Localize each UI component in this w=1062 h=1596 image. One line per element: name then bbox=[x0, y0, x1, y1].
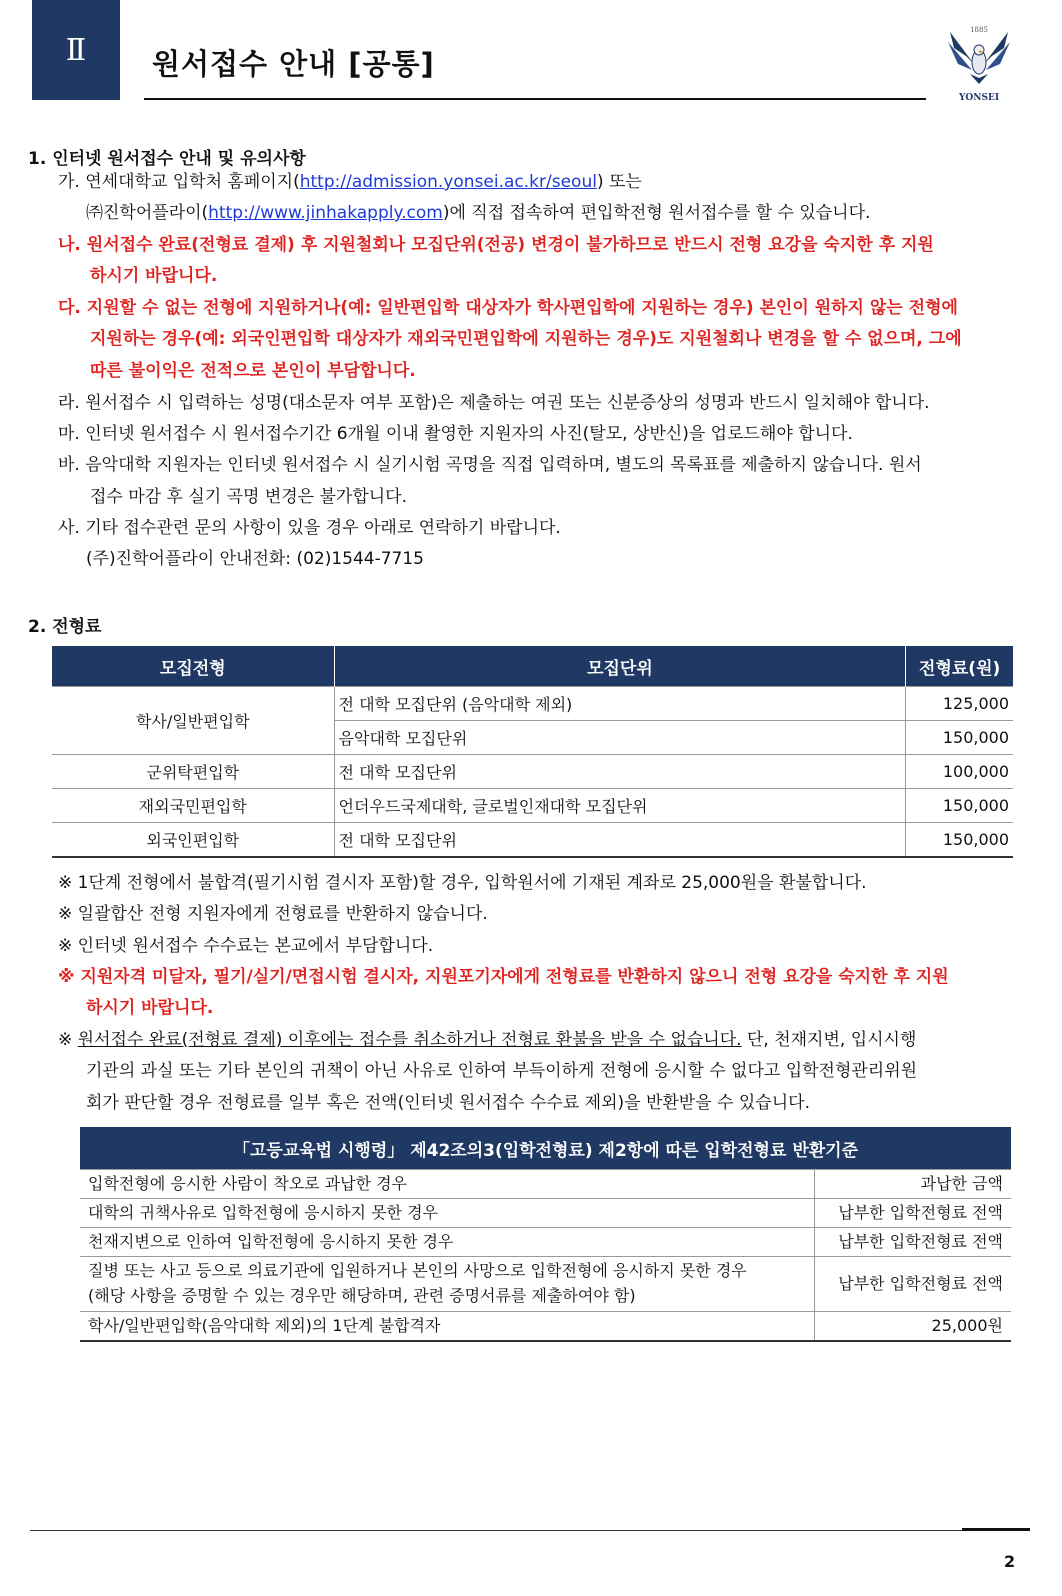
item-na-line2: 하시기 바랍니다. bbox=[90, 266, 218, 286]
item-ra: 라. 원서접수 시 입력하는 성명(대소문자 여부 포함)은 제출하는 여권 또는 신분증상의 성명과 반드시 일치해야 합니다. bbox=[58, 393, 930, 413]
chapter-number: Ⅱ bbox=[65, 32, 87, 68]
refund-amount: 납부한 입학전형료 전액 bbox=[815, 1228, 1012, 1257]
table-row bbox=[52, 687, 1013, 721]
cell-unit: 전 대학 모집단위 bbox=[334, 823, 906, 858]
table-row bbox=[80, 1312, 1011, 1342]
item-ga2-suffix: )에 직접 접속하여 편입학전형 원서접수를 할 수 있습니다. bbox=[442, 203, 871, 223]
item-ga-suffix: ) 또는 bbox=[596, 172, 642, 192]
refund-criteria-table bbox=[80, 1127, 1011, 1342]
refund-condition: 학사/일반편입학(음악대학 제외)의 1단계 불합격자 bbox=[80, 1312, 815, 1342]
note-2: ※ 일괄합산 전형 지원자에게 전형료를 반환하지 않습니다. bbox=[58, 904, 488, 924]
refund-condition bbox=[80, 1257, 815, 1312]
cell-fee: 125,000 bbox=[906, 687, 1013, 721]
table-row bbox=[52, 823, 1013, 858]
item-ba-line2: 접수 마감 후 실기 곡명 변경은 불가합니다. bbox=[90, 487, 408, 507]
item-ba-line1: 바. 음악대학 지원자는 인터넷 원서접수 시 실기시험 곡명을 직접 입력하며, 별도의 목록표를 제출하지 않습니다. 원서 bbox=[58, 455, 922, 475]
cell-type: 군위탁편입학 bbox=[52, 755, 334, 789]
item-na-line1: 나. 원서접수 완료(전형료 결제) 후 지원철회나 모집단위(전공) 변경이 불가하므로 반드시 전형 요강을 숙지한 후 지원 bbox=[58, 235, 934, 255]
admission-homepage-link[interactable]: http://admission.yonsei.ac.kr/seoul bbox=[299, 172, 597, 192]
refund-condition: 대학의 귀책사유로 입학전형에 응시하지 못한 경우 bbox=[80, 1199, 815, 1228]
refund-condition: 천재지변으로 인하여 입학전형에 응시하지 못한 경우 bbox=[80, 1228, 815, 1257]
refund-condition-line2: (해당 사항을 증명할 수 있는 경우만 해당하며, 관련 증명서류를 제출하여야 함) bbox=[88, 1286, 636, 1305]
note-5-rest: 단, 천재지변, 입시시행 bbox=[741, 1030, 917, 1050]
note-4-line1: ※ 지원자격 미달자, 필기/실기/면접시험 결시자, 지원포기자에게 전형료를 반환하지 않으니 전형 요강을 숙지한 후 지원 bbox=[58, 967, 949, 987]
title-divider bbox=[144, 98, 926, 100]
col-header-type: 모집전형 bbox=[52, 646, 334, 687]
table-row bbox=[80, 1257, 1011, 1312]
refund-amount: 납부한 입학전형료 전액 bbox=[815, 1199, 1012, 1228]
col-header-fee: 전형료(원) bbox=[906, 646, 1013, 687]
col-header-unit: 모집단위 bbox=[334, 646, 906, 687]
table-row bbox=[80, 1228, 1011, 1257]
note-4-line2: 하시기 바랍니다. bbox=[86, 998, 214, 1018]
refund-condition: 입학전형에 응시한 사람이 착오로 과납한 경우 bbox=[80, 1170, 815, 1199]
cell-type: 학사/일반편입학 bbox=[52, 687, 334, 755]
refund-amount: 과납한 금액 bbox=[815, 1170, 1012, 1199]
fee-table bbox=[52, 646, 1013, 858]
note-5-line3: 회가 판단할 경우 전형료를 일부 혹은 전액(인터넷 원서접수 수수료 제외)을 반환받을 수 있습니다. bbox=[86, 1093, 810, 1113]
cell-unit: 전 대학 모집단위 (음악대학 제외) bbox=[334, 687, 906, 721]
note-5-mark: ※ bbox=[58, 1030, 78, 1050]
item-ma: 마. 인터넷 원서접수 시 원서접수기간 6개월 이내 촬영한 지원자의 사진(탈모, 상반신)을 업로드해야 합니다. bbox=[58, 424, 853, 444]
refund-amount: 납부한 입학전형료 전액 bbox=[815, 1257, 1012, 1312]
refund-table-title: 「고등교육법 시행령」 제42조의3(입학전형료) 제2항에 따른 입학전형료 반환기준 bbox=[80, 1127, 1011, 1170]
item-da-line3: 따른 불이익은 전적으로 본인이 부담합니다. bbox=[90, 361, 416, 381]
table-row bbox=[80, 1199, 1011, 1228]
footer-divider bbox=[30, 1530, 1030, 1531]
jinhakapply-link[interactable]: http://www.jinhakapply.com bbox=[208, 203, 443, 223]
cell-unit: 전 대학 모집단위 bbox=[334, 755, 906, 789]
refund-amount: 25,000원 bbox=[815, 1312, 1012, 1342]
item-da-line2: 지원하는 경우(예: 외국인편입학 대상자가 재외국민편입학에 지원하는 경우)도 지원철회나 변경을 할 수 없으며, 그에 bbox=[90, 329, 962, 349]
cell-unit: 언더우드국제대학, 글로벌인재대학 모집단위 bbox=[334, 789, 906, 823]
cell-fee: 150,000 bbox=[906, 823, 1013, 858]
table-row bbox=[52, 789, 1013, 823]
footer-accent-bar bbox=[962, 1528, 1030, 1531]
table-row bbox=[52, 755, 1013, 789]
logo-text: YONSEI bbox=[958, 93, 1000, 103]
item-ga-prefix: 가. 연세대학교 입학처 홈페이지( bbox=[58, 172, 300, 192]
fee-table-header bbox=[52, 646, 1013, 687]
cell-type: 재외국민편입학 bbox=[52, 789, 334, 823]
page-title: 원서접수 안내 [공통] bbox=[152, 47, 435, 81]
note-1: ※ 1단계 전형에서 불합격(필기시험 결시자 포함)할 경우, 입학원서에 기재된 계좌로 25,000원을 환불합니다. bbox=[58, 873, 867, 893]
note-5-line1 bbox=[58, 1032, 916, 1049]
table-row bbox=[80, 1170, 1011, 1199]
item-sa-line2: (주)진학어플라이 안내전화: (02)1544-7715 bbox=[86, 549, 424, 569]
yonsei-eagle-logo bbox=[944, 20, 1014, 106]
cell-unit: 음악대학 모집단위 bbox=[334, 721, 906, 755]
item-ga2-prefix: ㈜진학어플라이( bbox=[86, 203, 209, 223]
item-ga-line1 bbox=[58, 174, 642, 191]
cell-fee: 100,000 bbox=[906, 755, 1013, 789]
note-5-line2: 기관의 과실 또는 기타 본인의 귀책이 아닌 사유로 인하여 부득이하게 전형에 응시할 수 없다고 입학전형관리위원 bbox=[86, 1061, 918, 1081]
note-5-underlined: 원서접수 완료(전형료 결제) 이후에는 접수를 취소하거나 전형료 환불을 받을 수 없습니다. bbox=[77, 1030, 742, 1050]
section1-heading: 1. 인터넷 원서접수 안내 및 유의사항 bbox=[28, 149, 306, 169]
refund-condition-line1: 질병 또는 사고 등으로 의료기관에 입원하거나 본인의 사망으로 입학전형에 응시하지 못한 경우 bbox=[88, 1261, 747, 1281]
cell-type: 외국인편입학 bbox=[52, 823, 334, 858]
page-number: 2 bbox=[1004, 1552, 1016, 1571]
logo-year: 1885 bbox=[970, 26, 988, 34]
cell-fee: 150,000 bbox=[906, 789, 1013, 823]
section2-heading: 2. 전형료 bbox=[28, 617, 102, 637]
item-sa-line1: 사. 기타 접수관련 문의 사항이 있을 경우 아래로 연락하기 바랍니다. bbox=[58, 518, 561, 538]
item-da-line1: 다. 지원할 수 없는 전형에 지원하거나(예: 일반편입학 대상자가 학사편입학에 지원하는 경우) 본인이 원하지 않는 전형에 bbox=[58, 298, 958, 318]
cell-fee: 150,000 bbox=[906, 721, 1013, 755]
item-ga-line2 bbox=[86, 205, 870, 222]
note-3: ※ 인터넷 원서접수 수수료는 본교에서 부담합니다. bbox=[58, 936, 434, 956]
chapter-number-box bbox=[32, 0, 120, 100]
